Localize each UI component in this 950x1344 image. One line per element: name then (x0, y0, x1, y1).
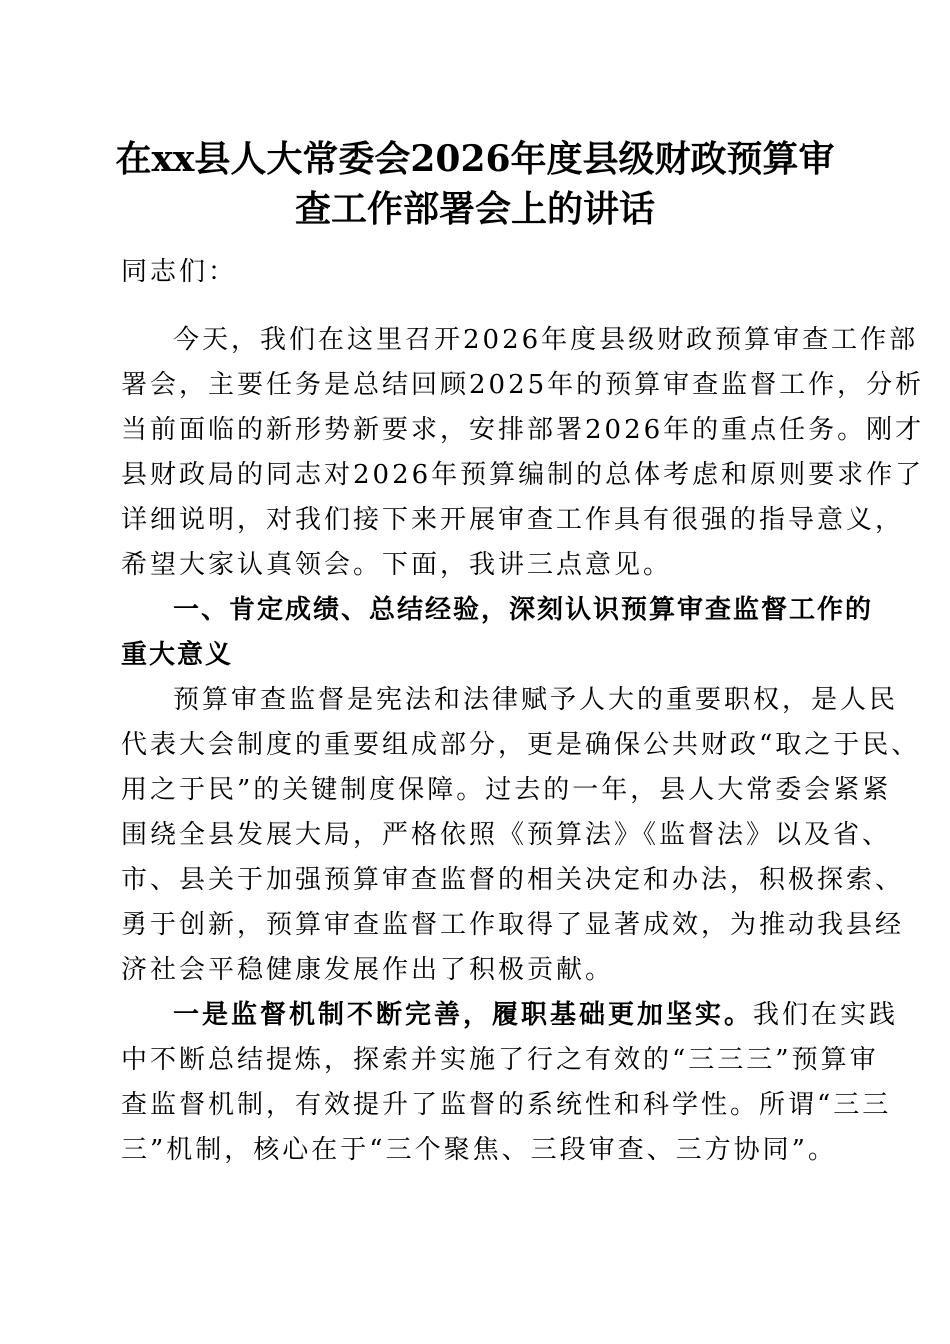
paragraph-1-line-5: 详细说明，对我们接下来开展审查工作具有很强的指导意义， (121, 505, 905, 535)
section-heading-1-line-2: 重大意义 (121, 640, 234, 670)
paragraph-1-line-1: 今天，我们在这里召开2026年度县级财政预算审查工作部 (173, 325, 919, 355)
paragraph-2-line-6: 勇于创新，预算审查监督工作取得了显著成效，为推动我县经 (121, 910, 905, 940)
paragraph-3-line-3: 查监督机制，有效提升了监督的系统性和科学性。所谓“三三 (121, 1090, 892, 1120)
paragraph-2-line-3: 用之于民”的关键制度保障。过去的一年，县人大常委会紧紧 (121, 775, 892, 805)
section-heading-1-line-1: 一、肯定成绩、总结经验，深刻认识预算审查监督工作的 (173, 595, 874, 625)
paragraph-2-line-4: 围绕全县发展大局，严格依照《预算法》《监督法》以及省、 (121, 820, 892, 850)
paragraph-3-line-1 (173, 997, 899, 1033)
paragraph-1-line-6: 希望大家认真领会。下面，我讲三点意见。 (121, 550, 673, 580)
document-title-line-1: 在xx县人大常委会2026年度县级财政预算审 (115, 138, 835, 180)
paragraph-1-line-3: 当前面临的新形势新要求，安排部署2026年的重点任务。刚才 (121, 415, 925, 445)
paragraph-3-lead-bold: 一是监督机制不断完善，履职基础更加坚实。 (173, 1000, 754, 1030)
paragraph-3-line-2: 中不断总结提炼，探索并实施了行之有效的“三三三”预算审 (121, 1045, 879, 1075)
paragraph-2-line-5: 市、县关于加强预算审查监督的相关决定和办法，积极探索、 (121, 865, 905, 895)
paragraph-2-line-1: 预算审查监督是宪法和法律赋予人大的重要职权，是人民 (173, 685, 899, 715)
salutation: 同志们： (121, 257, 238, 287)
document-title-line-2: 查工作部署会上的讲话 (294, 188, 655, 230)
paragraph-3-line-4: 三”机制，核心在于“三个聚焦、三段审查、三方协同”。 (121, 1135, 837, 1165)
paragraph-1-line-4: 县财政局的同志对2026年预算编制的总体考虑和原则要求作了 (121, 460, 925, 490)
paragraph-2-line-7: 济社会平稳健康发展作出了积极贡献。 (121, 955, 615, 985)
paragraph-2-line-2: 代表大会制度的重要组成部分，更是确保公共财政“取之于民、 (121, 730, 921, 760)
paragraph-3-line-1-rest: 我们在实践 (753, 1000, 899, 1030)
paragraph-1-line-2: 署会，主要任务是总结回顾2025年的预算审查监督工作，分析 (121, 370, 925, 400)
